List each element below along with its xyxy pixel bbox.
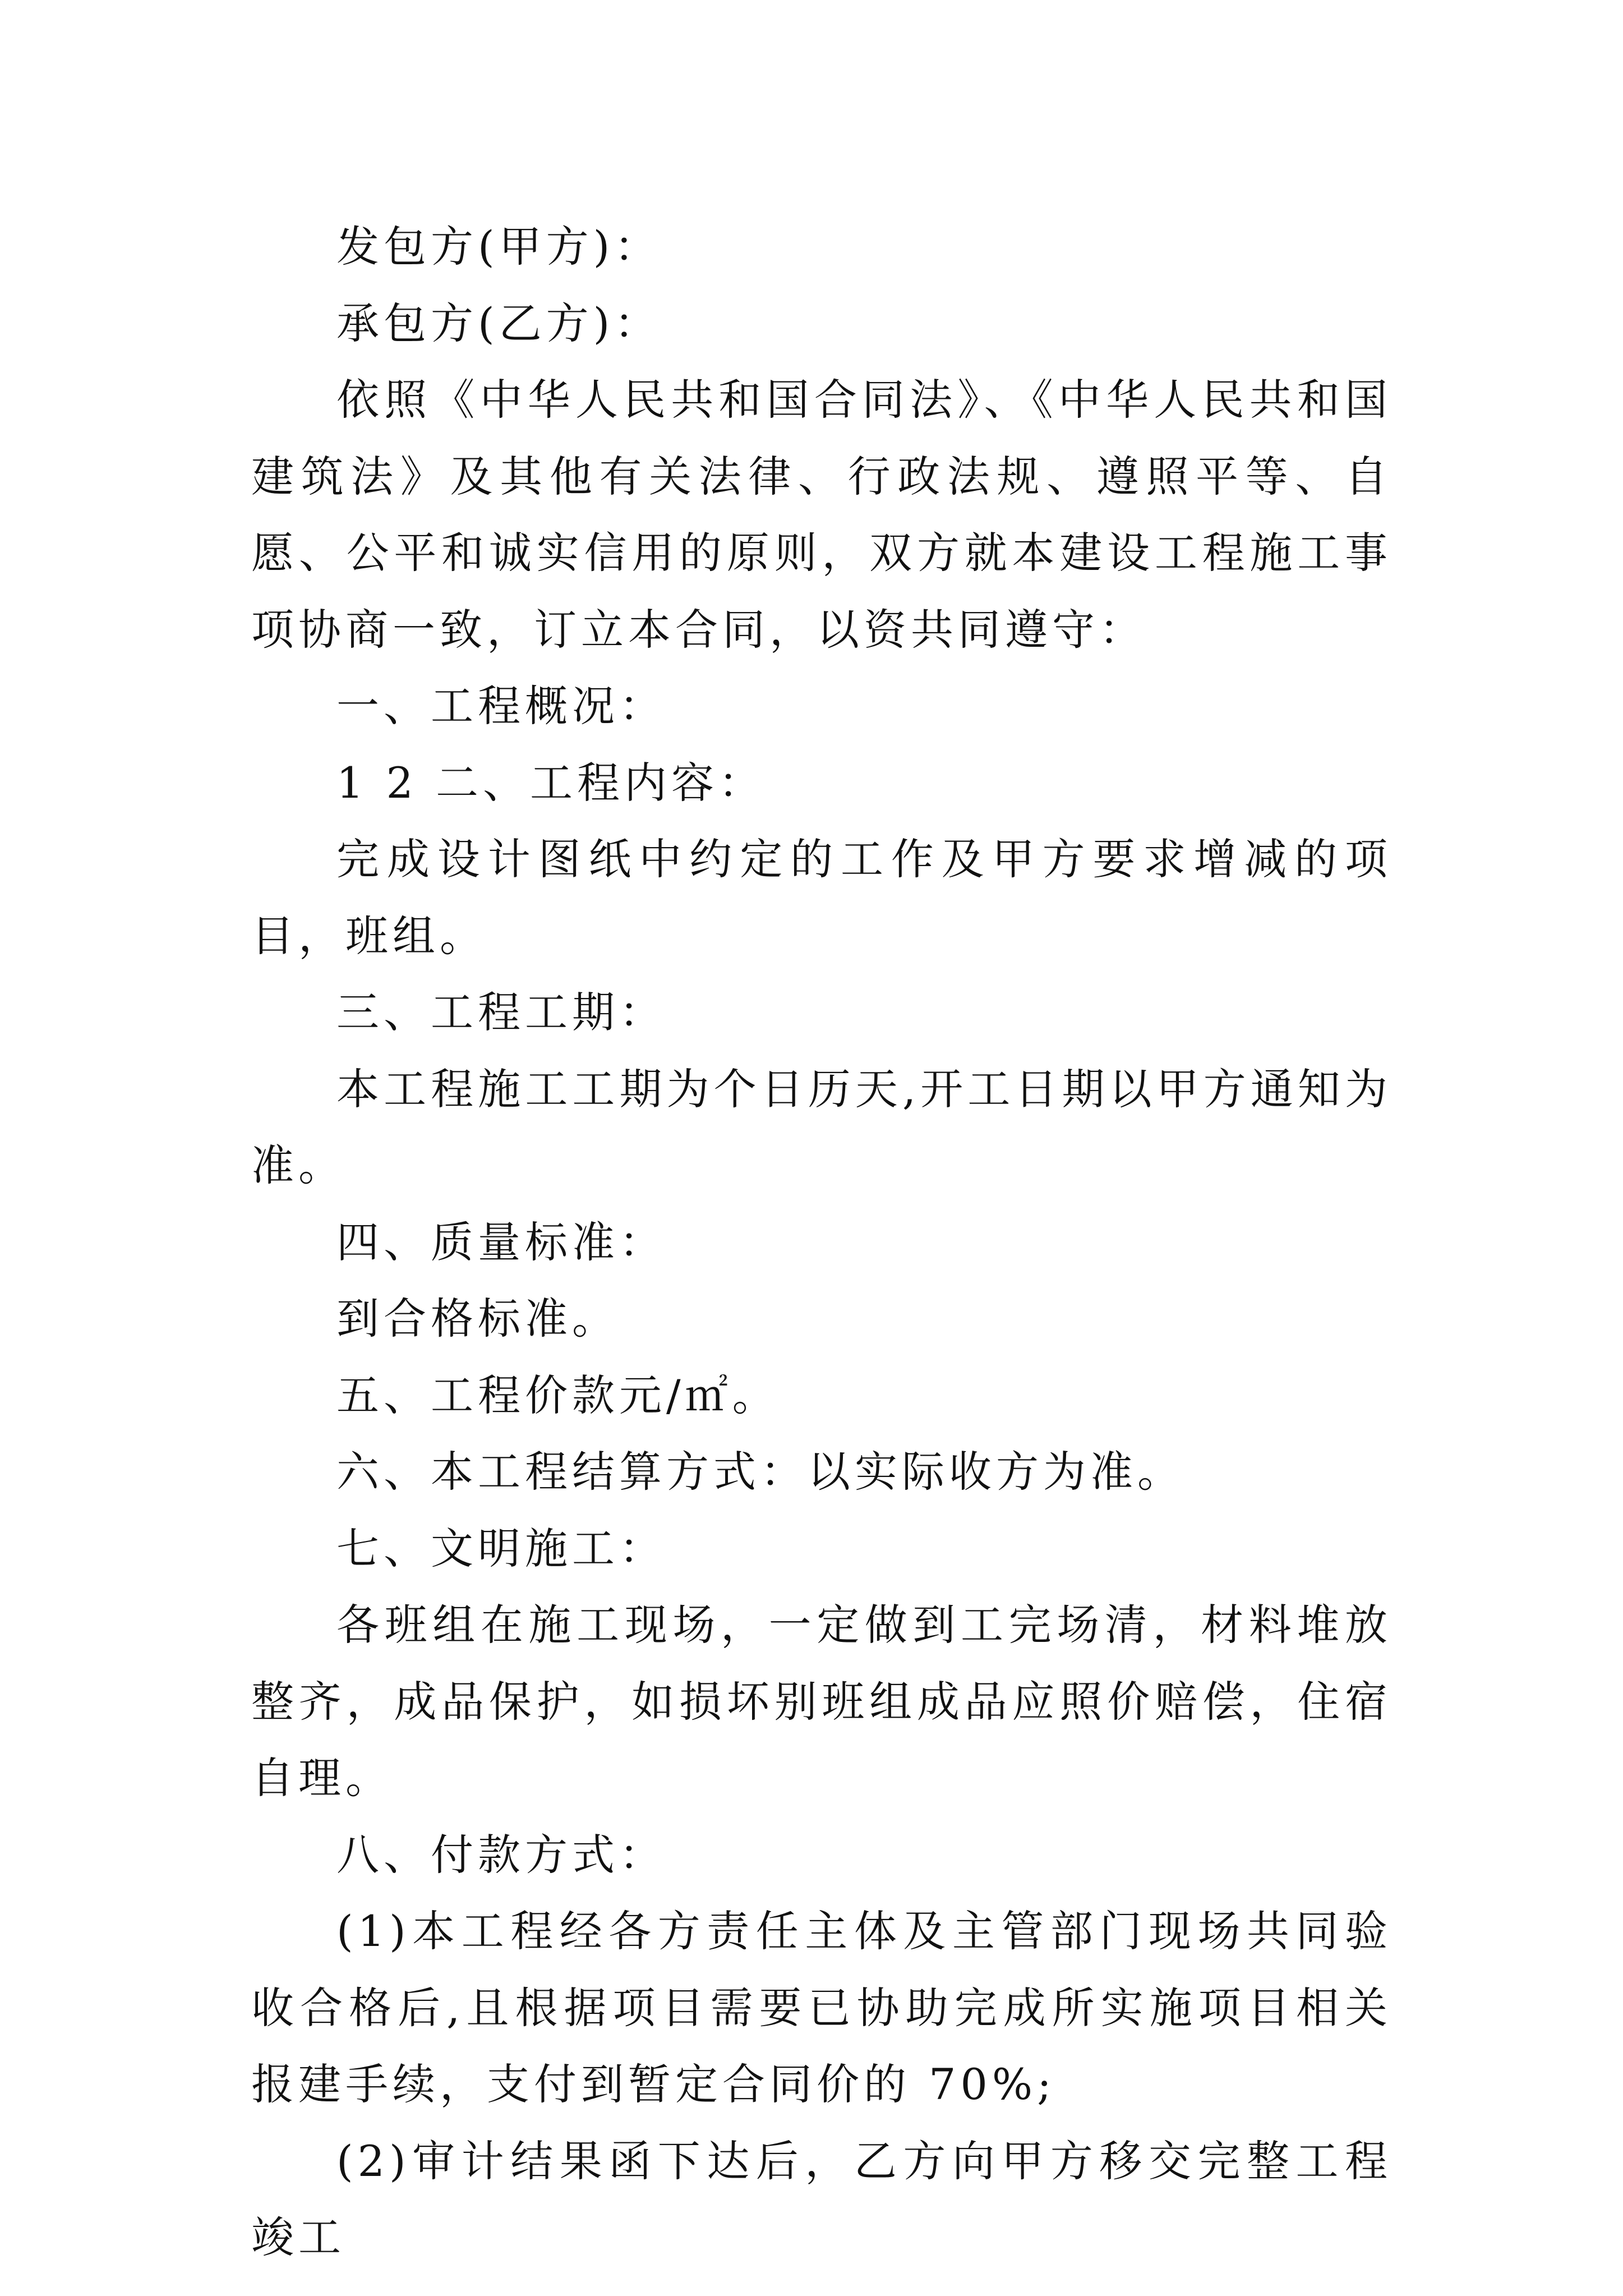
payment-item-2: (2)审计结果函下达后，乙方向甲方移交完整工程竣工: [251, 2136, 1392, 2262]
section-heading-content: 1 2 二、工程内容：: [336, 757, 766, 808]
settlement-paragraph: 六、本工程结算方式：以实际收方为准。: [336, 1447, 1184, 1497]
section-heading-payment: 八、付款方式：: [336, 1829, 666, 1880]
section-heading-schedule: 三、工程工期：: [336, 987, 666, 1037]
price-paragraph: 五、工程价款元/㎡。: [336, 1370, 780, 1420]
section-heading-overview: 一、工程概况：: [336, 681, 666, 731]
quality-paragraph: 到合格标准。: [336, 1294, 619, 1343]
preamble-paragraph: 依照《中华人民共和国合同法》、《中华人民共和国建筑法》及其他有关法律、行政法规、遵照平等、自愿、公平和诚实信用的原则，双方就本建设工程施工事项协商一致，订立本合同，以资共同遵守：: [251, 375, 1392, 655]
content-paragraph: 完成设计图纸中约定的工作及甲方要求增减的项目，班组。: [251, 834, 1392, 961]
party-a-line: 发包方(甲方)：: [336, 222, 662, 272]
party-b-line: 承包方(乙方)：: [336, 298, 662, 348]
payment-item-1: (1)本工程经各方责任主体及主管部门现场共同验收合格后,且根据项目需要已协助完成所实施项目相关报建手续，支付到暂定合同价的 70%;: [251, 1906, 1392, 2109]
section-heading-quality: 四、质量标准：: [336, 1217, 666, 1267]
schedule-paragraph: 本工程施工工期为个日历天,开工日期以甲方通知为准。: [251, 1064, 1392, 1190]
civilized-paragraph: 各班组在施工现场，一定做到工完场清，材料堆放整齐，成品保护，如损坏别班组成品应照价赔偿，住宿自理。: [251, 1600, 1392, 1803]
contract-body: [251, 209, 1392, 2276]
section-heading-civilized: 七、文明施工：: [336, 1523, 666, 1573]
